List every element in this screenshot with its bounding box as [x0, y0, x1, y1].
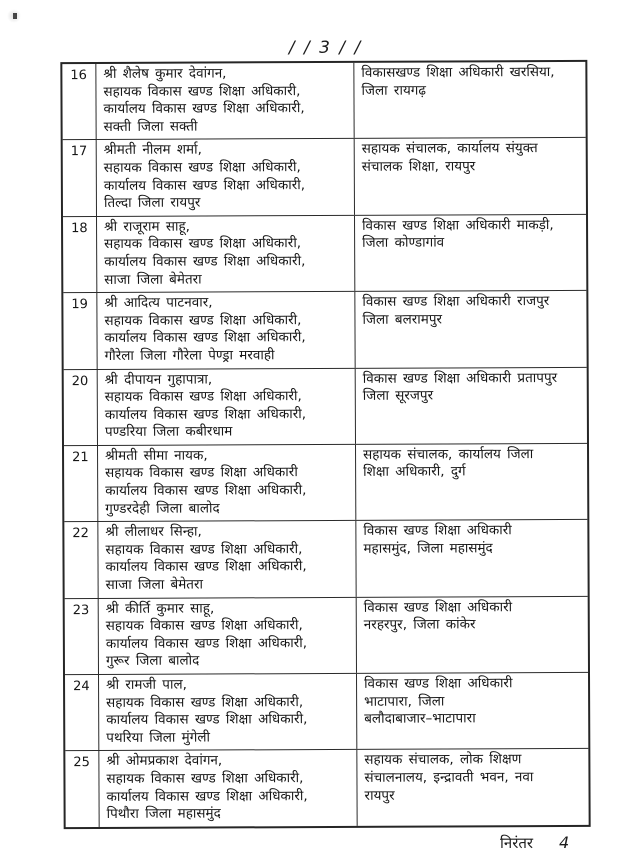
text-line: विकास खण्ड शिक्षा अधिकारी [363, 598, 513, 616]
text-line: सहायक विकास खण्ड शिक्षा अधिकारी [105, 464, 298, 482]
text-line: संचालनालय, इन्द्रावती भवन, नवा [364, 769, 534, 786]
text-line: श्री रामजी पाल, [106, 676, 187, 693]
text-line: महासमुंद, जिला महासमुंद [363, 540, 493, 557]
text-line: संचालक शिक्षा, रायपुर [361, 158, 476, 175]
footer-continued-label: निरंतर [500, 834, 534, 851]
text-line: विकास खण्ड शिक्षा अधिकारी [363, 522, 512, 540]
table-row [64, 520, 587, 599]
footer-next-page-number: 4 [559, 833, 570, 851]
table-row [64, 444, 587, 523]
serial-number-cell: 20 [64, 369, 98, 445]
text-line: सहायक विकास खण्ड शिक्षा अधिकारी, [105, 617, 303, 635]
text-line: तिल्दा जिला रायपुर [103, 194, 201, 212]
text-line: शिक्षा अधिकारी, दुर्ग [363, 463, 466, 481]
serial-number-cell: 17 [63, 140, 97, 216]
text-line: कार्यालय विकास खण्ड शिक्षा अधिकारी, [104, 329, 306, 347]
table-row [64, 367, 587, 446]
officer-details-cell [99, 597, 357, 674]
text-line: सहायक संचालक, कार्यालय संयुक्त [361, 140, 538, 158]
text-line: भाटापारा, जिला [364, 693, 445, 710]
text-line: कार्यालय विकास खण्ड शिक्षा अधिकारी, [106, 711, 308, 729]
text-line: सहायक विकास खण्ड शिक्षा अधिकारी, [105, 540, 303, 558]
officer-details-cell [97, 216, 355, 293]
serial-number-cell: 16 [62, 64, 96, 140]
table-row [65, 596, 588, 675]
page-number-header: / / 3 / / [288, 38, 363, 58]
text-line: पिथौरा जिला महासमुंद [106, 805, 221, 823]
text-line: सहायक विकास खण्ड शिक्षा अधिकारी, [104, 388, 302, 406]
text-line: जिला रायगढ़ [361, 82, 427, 99]
text-line: विकासखण्ड शिक्षा अधिकारी खरसिया, [361, 63, 555, 81]
table-row [62, 62, 585, 141]
text-line: गुण्डरदेही जिला बालोद [105, 500, 220, 517]
text-line: विकास खण्ड शिक्षा अधिकारी माकड़ी, [362, 216, 554, 234]
text-line: विकास खण्ड शिक्षा अधिकारी [364, 675, 513, 692]
text-line: विकास खण्ड शिक्षा अधिकारी प्रतापपुर [362, 369, 558, 387]
text-line: कार्यालय विकास खण्ड शिक्षा अधिकारी, [104, 253, 306, 270]
text-line: श्री ओमप्रकाश देवांगन, [106, 752, 223, 770]
text-line: श्री आदित्य पाटनवार, [104, 294, 213, 312]
text-line: रायपुर [364, 787, 395, 804]
table-row [65, 673, 588, 752]
table-row [63, 291, 586, 370]
text-line: कार्यालय विकास खण्ड शिक्षा अधिकारी, [105, 558, 307, 576]
officer-details-cell [99, 750, 357, 827]
text-line: कार्यालय विकास खण्ड शिक्षा अधिकारी, [106, 787, 308, 805]
text-line: सहायक संचालक, लोक शिक्षण [364, 751, 522, 769]
text-line: सहायक विकास खण्ड शिक्षा अधिकारी, [104, 235, 302, 253]
posting-cell [354, 62, 585, 138]
text-line: श्रीमती नीलम शर्मा, [103, 141, 202, 159]
officer-details-cell [98, 521, 356, 598]
text-line: श्री लीलाधर सिन्हा, [105, 523, 202, 541]
serial-number-cell: 21 [64, 446, 98, 522]
text-line: सहायक संचालक, कार्यालय जिला [363, 445, 534, 463]
officer-details-cell [97, 292, 355, 369]
posting-cell [356, 520, 587, 596]
text-line: सहायक विकास खण्ड शिक्षा अधिकारी, [103, 82, 301, 100]
text-line: श्री दीपायन गुहापात्रा, [104, 370, 213, 388]
text-line: गौरेला जिला गौरेला पेण्ड्रा मरवाही [104, 347, 275, 364]
text-line: श्री शैलेष कुमार देवांगन, [103, 65, 227, 82]
text-line: साजा जिला बेमेतरा [104, 271, 202, 288]
officer-details-cell [98, 368, 356, 445]
officer-details-cell [96, 63, 354, 140]
text-line: विकास खण्ड शिक्षा अधिकारी राजपुर [362, 293, 550, 310]
text-line: नरहरपुर, जिला कांकेर [363, 616, 476, 634]
serial-number-cell: 19 [63, 293, 97, 369]
text-line: पथरिया जिला मुंगेली [106, 729, 211, 746]
text-line: सहायक विकास खण्ड शिक्षा अधिकारी, [103, 159, 301, 176]
text-line: कार्यालय विकास खण्ड शिक्षा अधिकारी, [104, 405, 307, 423]
scan-artifact [13, 13, 17, 19]
table-row [63, 215, 586, 294]
posting-cell [355, 291, 586, 367]
text-line: श्री कीर्ति कुमार साहू, [105, 600, 215, 617]
posting-cell [356, 367, 587, 443]
text-line: सहायक विकास खण्ड शिक्षा अधिकारी, [106, 693, 304, 711]
text-line: जिला सूरजपुर [362, 387, 434, 404]
text-line: श्री राजूराम साहू, [104, 218, 190, 235]
posting-cell [355, 138, 586, 214]
text-line: सहायक विकास खण्ड शिक्षा अधिकारी, [106, 770, 304, 787]
posting-cell [356, 444, 587, 520]
posting-cell [357, 673, 588, 749]
footer [500, 833, 569, 851]
posting-cell [357, 749, 588, 825]
serial-number-cell: 24 [65, 675, 99, 751]
serial-number-cell: 22 [64, 522, 98, 598]
text-line: जिला कोण्डागांव [362, 234, 445, 252]
text-line: सहायक विकास खण्ड शिक्षा अधिकारी, [104, 311, 302, 329]
text-line: जिला बलरामपुर [362, 311, 443, 328]
serial-number-cell: 23 [65, 599, 99, 675]
text-line: कार्यालय विकास खण्ड शिक्षा अधिकारी, [103, 100, 305, 118]
officer-details-cell [99, 674, 357, 751]
serial-number-cell: 18 [63, 217, 97, 293]
officer-details-cell [97, 139, 355, 216]
text-line: गुरूर जिला बालोद [105, 652, 200, 670]
posting-cell [355, 215, 586, 291]
officer-details-cell [98, 445, 356, 522]
text-line: बलौदाबाजार–भाटापारा [364, 710, 476, 728]
table-row [63, 138, 586, 217]
text-line: कार्यालय विकास खण्ड शिक्षा अधिकारी, [105, 634, 308, 652]
posting-cell [357, 596, 588, 672]
text-line: पण्डरिया जिला कबीरधाम [104, 423, 233, 441]
officers-table [60, 60, 590, 829]
text-line: कार्यालय विकास खण्ड शिक्षा अधिकारी, [103, 176, 306, 194]
table-row [65, 749, 588, 827]
text-line: कार्यालय विकास खण्ड शिक्षा अधिकारी, [105, 482, 307, 500]
text-line: साजा जिला बेमेतरा [105, 576, 204, 593]
text-line: सक्ती जिला सक्ती [103, 118, 198, 135]
serial-number-cell: 25 [65, 751, 99, 827]
text-line: श्रीमती सीमा नायक, [105, 447, 208, 464]
